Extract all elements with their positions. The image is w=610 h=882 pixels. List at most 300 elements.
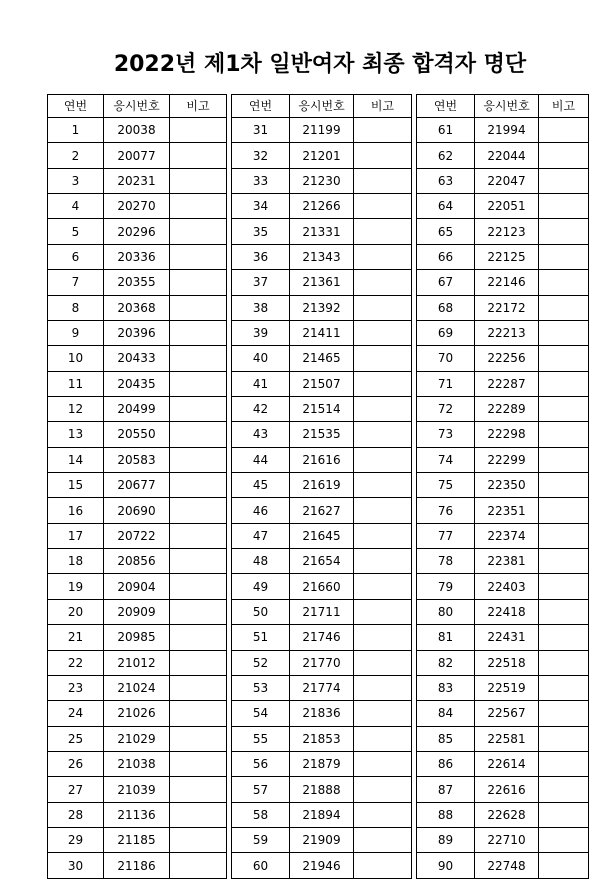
cell-exam-no: 22403 <box>475 574 539 599</box>
table-row <box>48 549 589 574</box>
header-seq: 연번 <box>417 95 475 118</box>
cell-seq: 86 <box>417 751 475 776</box>
cell-exam-no: 21343 <box>290 244 354 269</box>
cell-seq: 32 <box>232 143 290 168</box>
cell-exam-no: 22748 <box>475 853 539 879</box>
cell-exam-no: 20396 <box>104 320 170 345</box>
cell-seq: 13 <box>48 422 104 447</box>
cell-exam-no: 21711 <box>290 599 354 624</box>
cell-exam-no: 22567 <box>475 701 539 726</box>
cell-exam-no: 22581 <box>475 726 539 751</box>
cell-exam-no: 21361 <box>290 270 354 295</box>
cell-exam-no: 20368 <box>104 295 170 320</box>
cell-exam-no: 22518 <box>475 650 539 675</box>
cell-note <box>170 549 227 574</box>
cell-note <box>539 777 589 802</box>
table-row <box>48 599 589 624</box>
cell-seq: 17 <box>48 523 104 548</box>
table-row <box>48 447 589 472</box>
cell-seq: 72 <box>417 396 475 421</box>
cell-seq: 59 <box>232 828 290 853</box>
cell-exam-no: 20904 <box>104 574 170 599</box>
cell-note <box>354 143 412 168</box>
cell-seq: 31 <box>232 118 290 143</box>
cell-note <box>539 853 589 879</box>
cell-exam-no: 21012 <box>104 650 170 675</box>
cell-seq: 69 <box>417 320 475 345</box>
cell-seq: 22 <box>48 650 104 675</box>
cell-note <box>539 194 589 219</box>
cell-seq: 85 <box>417 726 475 751</box>
cell-exam-no: 21039 <box>104 777 170 802</box>
cell-exam-no: 21645 <box>290 523 354 548</box>
cell-note <box>170 599 227 624</box>
cell-note <box>539 675 589 700</box>
cell-note <box>354 625 412 650</box>
cell-note <box>170 371 227 396</box>
cell-note <box>354 523 412 548</box>
cell-note <box>354 194 412 219</box>
cell-note <box>170 295 227 320</box>
cell-exam-no: 21331 <box>290 219 354 244</box>
cell-seq: 37 <box>232 270 290 295</box>
table-row <box>48 853 589 879</box>
cell-seq: 42 <box>232 396 290 421</box>
table-row <box>48 751 589 776</box>
cell-note <box>170 143 227 168</box>
cell-note <box>354 346 412 371</box>
table-header <box>48 95 589 118</box>
cell-seq: 52 <box>232 650 290 675</box>
header-note: 비고 <box>354 95 412 118</box>
cell-exam-no: 21465 <box>290 346 354 371</box>
cell-note <box>539 143 589 168</box>
header-exam-no: 응시번호 <box>475 95 539 118</box>
cell-exam-no: 22616 <box>475 777 539 802</box>
cell-exam-no: 21411 <box>290 320 354 345</box>
cell-seq: 79 <box>417 574 475 599</box>
cell-note <box>539 346 589 371</box>
cell-note <box>170 726 227 751</box>
cell-seq: 55 <box>232 726 290 751</box>
table-row <box>48 295 589 320</box>
cell-note <box>170 777 227 802</box>
table-row <box>48 777 589 802</box>
cell-seq: 12 <box>48 396 104 421</box>
cell-exam-no: 21909 <box>290 828 354 853</box>
header-seq: 연번 <box>48 95 104 118</box>
cell-exam-no: 20296 <box>104 219 170 244</box>
cell-note <box>170 422 227 447</box>
cell-exam-no: 22289 <box>475 396 539 421</box>
cell-note <box>539 219 589 244</box>
cell-seq: 7 <box>48 270 104 295</box>
table-body <box>48 118 589 879</box>
cell-note <box>170 853 227 879</box>
cell-seq: 15 <box>48 473 104 498</box>
cell-seq: 74 <box>417 447 475 472</box>
cell-seq: 14 <box>48 447 104 472</box>
cell-exam-no: 22381 <box>475 549 539 574</box>
table-row <box>48 473 589 498</box>
cell-exam-no: 22172 <box>475 295 539 320</box>
cell-note <box>539 523 589 548</box>
cell-seq: 45 <box>232 473 290 498</box>
cell-exam-no: 22431 <box>475 625 539 650</box>
table-row <box>48 396 589 421</box>
cell-note <box>539 371 589 396</box>
cell-exam-no: 22044 <box>475 143 539 168</box>
cell-note <box>170 701 227 726</box>
cell-exam-no: 21199 <box>290 118 354 143</box>
cell-note <box>170 244 227 269</box>
cell-exam-no: 21029 <box>104 726 170 751</box>
cell-exam-no: 21616 <box>290 447 354 472</box>
cell-exam-no: 22256 <box>475 346 539 371</box>
cell-note <box>354 599 412 624</box>
cell-exam-no: 21627 <box>290 498 354 523</box>
cell-note <box>539 396 589 421</box>
cell-seq: 89 <box>417 828 475 853</box>
table-row <box>48 194 589 219</box>
table-row <box>48 219 589 244</box>
cell-note <box>170 650 227 675</box>
cell-note <box>539 422 589 447</box>
cell-exam-no: 21894 <box>290 802 354 827</box>
cell-seq: 57 <box>232 777 290 802</box>
cell-exam-no: 20355 <box>104 270 170 295</box>
header-seq: 연번 <box>232 95 290 118</box>
cell-seq: 19 <box>48 574 104 599</box>
cell-exam-no: 21514 <box>290 396 354 421</box>
cell-seq: 16 <box>48 498 104 523</box>
cell-seq: 5 <box>48 219 104 244</box>
cell-note <box>170 194 227 219</box>
cell-seq: 82 <box>417 650 475 675</box>
cell-note <box>539 498 589 523</box>
cell-seq: 6 <box>48 244 104 269</box>
cell-exam-no: 21185 <box>104 828 170 853</box>
cell-exam-no: 22519 <box>475 675 539 700</box>
cell-seq: 58 <box>232 802 290 827</box>
table-row <box>48 143 589 168</box>
cell-seq: 44 <box>232 447 290 472</box>
cell-exam-no: 22125 <box>475 244 539 269</box>
cell-exam-no: 22418 <box>475 599 539 624</box>
cell-exam-no: 21853 <box>290 726 354 751</box>
cell-seq: 70 <box>417 346 475 371</box>
cell-note <box>354 853 412 879</box>
cell-seq: 67 <box>417 270 475 295</box>
cell-exam-no: 20231 <box>104 168 170 193</box>
cell-exam-no: 21507 <box>290 371 354 396</box>
cell-exam-no: 20722 <box>104 523 170 548</box>
table-row <box>48 802 589 827</box>
cell-note <box>170 625 227 650</box>
cell-seq: 49 <box>232 574 290 599</box>
cell-seq: 27 <box>48 777 104 802</box>
cell-seq: 76 <box>417 498 475 523</box>
cell-exam-no: 22146 <box>475 270 539 295</box>
cell-seq: 81 <box>417 625 475 650</box>
cell-seq: 41 <box>232 371 290 396</box>
table-row <box>48 523 589 548</box>
cell-exam-no: 21201 <box>290 143 354 168</box>
cell-note <box>354 320 412 345</box>
table-row <box>48 422 589 447</box>
table-row <box>48 726 589 751</box>
cell-seq: 35 <box>232 219 290 244</box>
cell-seq: 65 <box>417 219 475 244</box>
cell-exam-no: 21266 <box>290 194 354 219</box>
cell-seq: 80 <box>417 599 475 624</box>
cell-exam-no: 22298 <box>475 422 539 447</box>
cell-seq: 87 <box>417 777 475 802</box>
cell-exam-no: 20433 <box>104 346 170 371</box>
table-row <box>48 371 589 396</box>
cell-note <box>354 295 412 320</box>
cell-exam-no: 21836 <box>290 701 354 726</box>
cell-note <box>354 473 412 498</box>
table-row <box>48 574 589 599</box>
cell-seq: 47 <box>232 523 290 548</box>
cell-seq: 75 <box>417 473 475 498</box>
cell-seq: 1 <box>48 118 104 143</box>
cell-exam-no: 21024 <box>104 675 170 700</box>
cell-note <box>539 270 589 295</box>
table-row <box>48 320 589 345</box>
cell-seq: 71 <box>417 371 475 396</box>
table-row <box>48 625 589 650</box>
cell-exam-no: 20856 <box>104 549 170 574</box>
table-row <box>48 675 589 700</box>
cell-note <box>170 828 227 853</box>
cell-exam-no: 22047 <box>475 168 539 193</box>
cell-exam-no: 20499 <box>104 396 170 421</box>
cell-exam-no: 20077 <box>104 143 170 168</box>
cell-exam-no: 22628 <box>475 802 539 827</box>
cell-seq: 48 <box>232 549 290 574</box>
cell-note <box>170 118 227 143</box>
cell-note <box>354 777 412 802</box>
cell-seq: 73 <box>417 422 475 447</box>
cell-note <box>539 168 589 193</box>
cell-note <box>539 726 589 751</box>
cell-exam-no: 21774 <box>290 675 354 700</box>
cell-seq: 34 <box>232 194 290 219</box>
table-row <box>48 701 589 726</box>
cell-exam-no: 21038 <box>104 751 170 776</box>
cell-exam-no: 22299 <box>475 447 539 472</box>
table-row <box>48 168 589 193</box>
cell-note <box>354 802 412 827</box>
cell-exam-no: 22374 <box>475 523 539 548</box>
cell-note <box>170 498 227 523</box>
cell-note <box>170 320 227 345</box>
cell-seq: 2 <box>48 143 104 168</box>
cell-note <box>354 701 412 726</box>
cell-exam-no: 20909 <box>104 599 170 624</box>
cell-note <box>539 574 589 599</box>
cell-exam-no: 21660 <box>290 574 354 599</box>
cell-note <box>354 549 412 574</box>
cell-note <box>539 802 589 827</box>
cell-seq: 9 <box>48 320 104 345</box>
cell-exam-no: 21230 <box>290 168 354 193</box>
cell-exam-no: 21026 <box>104 701 170 726</box>
cell-exam-no: 20550 <box>104 422 170 447</box>
cell-exam-no: 20583 <box>104 447 170 472</box>
cell-seq: 54 <box>232 701 290 726</box>
cell-note <box>354 726 412 751</box>
table-row <box>48 346 589 371</box>
header-note: 비고 <box>170 95 227 118</box>
table-row <box>48 244 589 269</box>
cell-seq: 23 <box>48 675 104 700</box>
cell-note <box>539 828 589 853</box>
header-row <box>48 95 589 118</box>
cell-note <box>539 751 589 776</box>
cell-exam-no: 21879 <box>290 751 354 776</box>
cell-seq: 43 <box>232 422 290 447</box>
cell-note <box>539 650 589 675</box>
cell-seq: 90 <box>417 853 475 879</box>
cell-exam-no: 21392 <box>290 295 354 320</box>
cell-seq: 38 <box>232 295 290 320</box>
cell-exam-no: 21654 <box>290 549 354 574</box>
cell-seq: 10 <box>48 346 104 371</box>
cell-seq: 20 <box>48 599 104 624</box>
cell-exam-no: 22287 <box>475 371 539 396</box>
cell-exam-no: 20435 <box>104 371 170 396</box>
cell-note <box>539 118 589 143</box>
cell-note <box>539 447 589 472</box>
cell-note <box>170 751 227 776</box>
cell-note <box>354 168 412 193</box>
cell-exam-no: 21186 <box>104 853 170 879</box>
cell-exam-no: 21746 <box>290 625 354 650</box>
header-exam-no: 응시번호 <box>290 95 354 118</box>
cell-exam-no: 20038 <box>104 118 170 143</box>
cell-exam-no: 21946 <box>290 853 354 879</box>
cell-note <box>539 625 589 650</box>
cell-exam-no: 22350 <box>475 473 539 498</box>
cell-note <box>170 447 227 472</box>
cell-seq: 11 <box>48 371 104 396</box>
cell-seq: 36 <box>232 244 290 269</box>
cell-note <box>354 498 412 523</box>
cell-seq: 3 <box>48 168 104 193</box>
cell-note <box>170 574 227 599</box>
cell-exam-no: 20985 <box>104 625 170 650</box>
cell-exam-no: 21770 <box>290 650 354 675</box>
cell-seq: 61 <box>417 118 475 143</box>
cell-exam-no: 21619 <box>290 473 354 498</box>
cell-seq: 62 <box>417 143 475 168</box>
table-row <box>48 650 589 675</box>
cell-note <box>539 295 589 320</box>
cell-note <box>539 549 589 574</box>
cell-seq: 68 <box>417 295 475 320</box>
cell-seq: 29 <box>48 828 104 853</box>
cell-note <box>354 828 412 853</box>
cell-seq: 21 <box>48 625 104 650</box>
cell-seq: 40 <box>232 346 290 371</box>
cell-note <box>354 422 412 447</box>
cell-seq: 25 <box>48 726 104 751</box>
cell-seq: 4 <box>48 194 104 219</box>
results-table <box>47 94 589 879</box>
cell-seq: 88 <box>417 802 475 827</box>
cell-note <box>354 244 412 269</box>
cell-note <box>354 574 412 599</box>
cell-exam-no: 21535 <box>290 422 354 447</box>
cell-note <box>539 320 589 345</box>
page-title: 2022년 제1차 일반여자 최종 합격자 명단 <box>113 52 527 77</box>
cell-note <box>170 523 227 548</box>
cell-note <box>539 244 589 269</box>
cell-note <box>170 346 227 371</box>
cell-seq: 26 <box>48 751 104 776</box>
cell-exam-no: 22123 <box>475 219 539 244</box>
cell-exam-no: 21888 <box>290 777 354 802</box>
cell-note <box>539 473 589 498</box>
cell-seq: 33 <box>232 168 290 193</box>
table-row <box>48 498 589 523</box>
table-row <box>48 270 589 295</box>
cell-seq: 78 <box>417 549 475 574</box>
cell-seq: 83 <box>417 675 475 700</box>
cell-seq: 60 <box>232 853 290 879</box>
cell-seq: 8 <box>48 295 104 320</box>
cell-exam-no: 22051 <box>475 194 539 219</box>
cell-seq: 56 <box>232 751 290 776</box>
cell-note <box>170 168 227 193</box>
cell-exam-no: 21994 <box>475 118 539 143</box>
cell-note <box>170 675 227 700</box>
cell-exam-no: 22351 <box>475 498 539 523</box>
cell-note <box>354 118 412 143</box>
cell-note <box>170 219 227 244</box>
cell-seq: 51 <box>232 625 290 650</box>
cell-note <box>354 675 412 700</box>
cell-note <box>354 219 412 244</box>
cell-seq: 53 <box>232 675 290 700</box>
cell-note <box>539 599 589 624</box>
cell-seq: 18 <box>48 549 104 574</box>
cell-exam-no: 22614 <box>475 751 539 776</box>
cell-seq: 30 <box>48 853 104 879</box>
cell-exam-no: 20336 <box>104 244 170 269</box>
cell-seq: 77 <box>417 523 475 548</box>
cell-note <box>354 371 412 396</box>
cell-seq: 64 <box>417 194 475 219</box>
cell-seq: 46 <box>232 498 290 523</box>
cell-note <box>539 701 589 726</box>
header-exam-no: 응시번호 <box>104 95 170 118</box>
cell-note <box>354 650 412 675</box>
cell-note <box>170 802 227 827</box>
cell-seq: 39 <box>232 320 290 345</box>
cell-note <box>354 751 412 776</box>
cell-seq: 50 <box>232 599 290 624</box>
table-row <box>48 118 589 143</box>
cell-note <box>170 270 227 295</box>
cell-note <box>170 473 227 498</box>
cell-seq: 28 <box>48 802 104 827</box>
cell-note <box>170 396 227 421</box>
cell-note <box>354 447 412 472</box>
